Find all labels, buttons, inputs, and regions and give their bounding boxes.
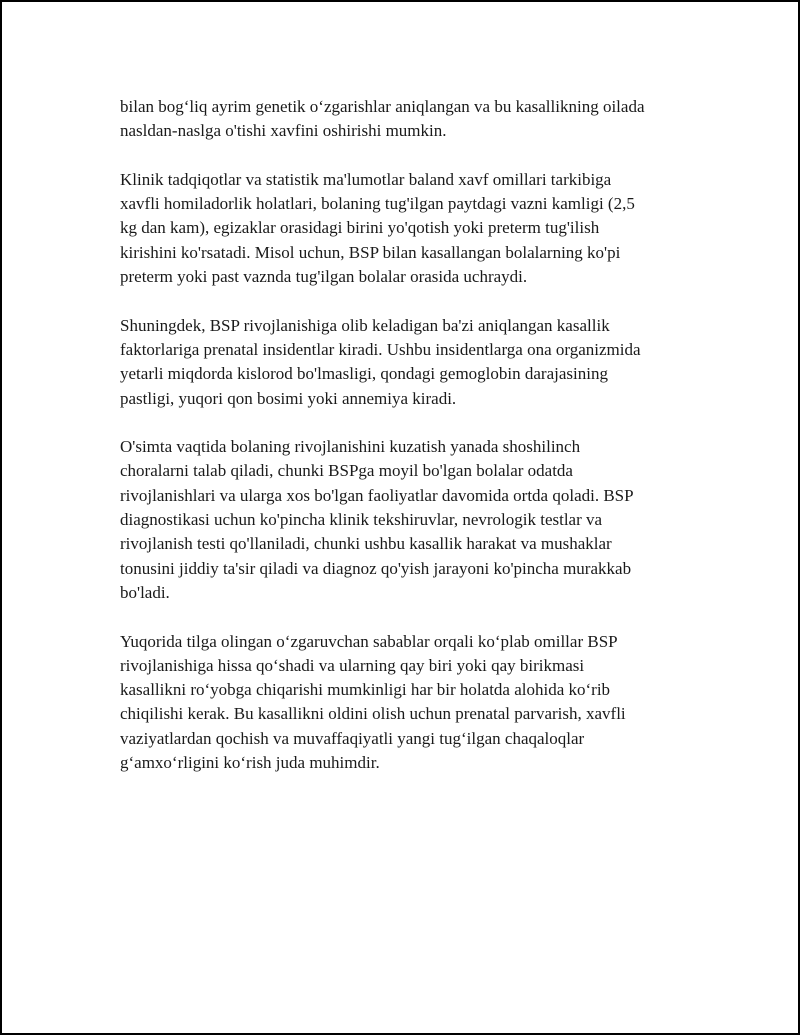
- text-line: xavfli homiladorlik holatlari, bolaning tug'ilgan paytdagi vazni kamligi (2,5: [120, 194, 635, 214]
- document-body: [120, 95, 710, 800]
- text-line: kasallikni ro‘yobga chiqarishi mumkinligi har bir holatda alohida ko‘rib: [120, 680, 611, 700]
- text-line: kirishini ko'rsatadi. Misol uchun, BSP bilan kasallangan bolalarning ko'pi: [120, 242, 621, 262]
- text-line: vaziyatlardan qochish va muvaffaqiyatli yangi tug‘ilgan chaqaloqlar: [120, 728, 585, 748]
- text-line: preterm yoki past vaznda tug'ilgan bolalar orasida uchraydi.: [120, 267, 528, 287]
- text-line: bo'ladi.: [120, 582, 170, 602]
- paragraph-1: [120, 95, 710, 144]
- text-line: rivojlanishiga hissa qo‘shadi va ularning qay biri yoki qay birikmasi: [120, 655, 585, 675]
- text-line: diagnostikasi uchun ko'pincha klinik tekshiruvlar, nevrologik testlar va: [120, 510, 603, 530]
- text-line: rivojlanishlari va ularga xos bo'lgan faoliyatlar davomida ortda qoladi. BSP: [120, 485, 634, 505]
- text-line: faktorlariga prenatal insidentlar kiradi. Ushbu insidentlarga ona organizmida: [120, 339, 641, 359]
- text-line: Shuningdek, BSP rivojlanishiga olib keladigan ba'zi aniqlangan kasallik: [120, 315, 610, 335]
- paragraph-3: [120, 314, 710, 411]
- text-line: chiqilishi kerak. Bu kasallikni oldini olish uchun prenatal parvarish, xavfli: [120, 704, 626, 724]
- paragraph-2: [120, 168, 710, 289]
- text-line: nasldan-naslga o'tishi xavfini oshirishi mumkin.: [120, 121, 447, 141]
- text-line: pastligi, yuqori qon bosimi yoki annemiya kiradi.: [120, 388, 457, 408]
- paragraph-5: [120, 630, 710, 776]
- text-line: choralarni talab qiladi, chunki BSPga moyil bo'lgan bolalar odatda: [120, 461, 573, 481]
- text-line: kg dan kam), egizaklar orasidagi birini yo'qotish yoki preterm tug'ilish: [120, 218, 600, 238]
- text-line: g‘amxo‘rligini ko‘rish juda muhimdir.: [120, 753, 380, 773]
- text-line: rivojlanish testi qo'llaniladi, chunki ushbu kasallik harakat va mushaklar: [120, 534, 612, 554]
- paragraph-4: [120, 435, 710, 605]
- text-line: Yuqorida tilga olingan o‘zgaruvchan sabablar orqali ko‘plab omillar BSP: [120, 631, 618, 651]
- text-line: Klinik tadqiqotlar va statistik ma'lumotlar baland xavf omillari tarkibiga: [120, 169, 612, 189]
- text-line: yetarli miqdorda kislorod bo'lmasligi, qondagi gemoglobin darajasining: [120, 364, 608, 384]
- text-line: tonusini jiddiy ta'sir qiladi va diagnoz qo'yish jarayoni ko'pincha murakkab: [120, 558, 632, 578]
- text-line: O'simta vaqtida bolaning rivojlanishini kuzatish yanada shoshilinch: [120, 437, 581, 457]
- text-line: bilan bog‘liq ayrim genetik o‘zgarishlar aniqlangan va bu kasallikning oilada: [120, 97, 645, 116]
